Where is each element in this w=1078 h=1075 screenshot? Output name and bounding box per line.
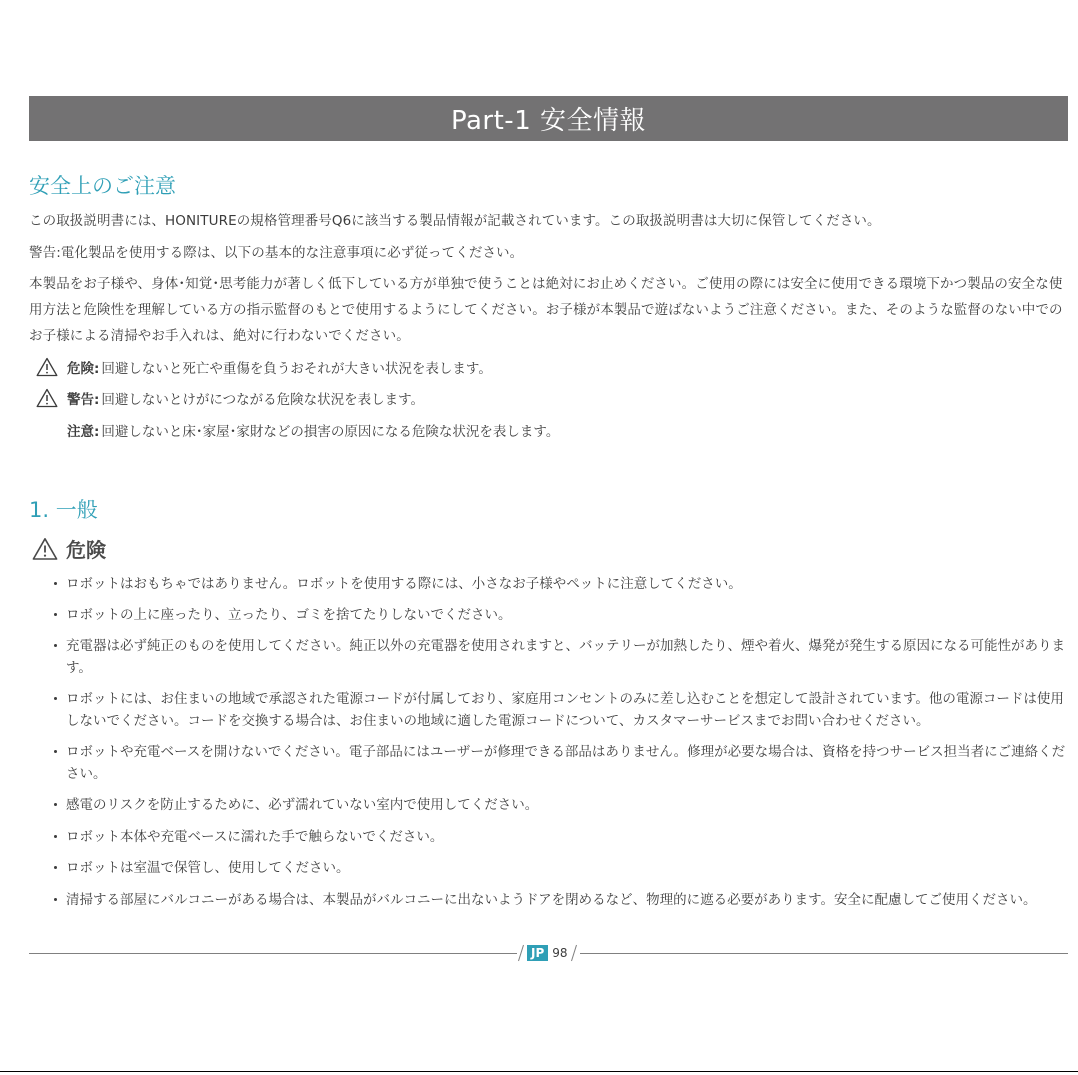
list-item-text: ロボットはおもちゃではありません。ロボットを使用する際には、小さなお子様やペットに注意してください。 xyxy=(66,576,742,592)
danger-label: 危険 xyxy=(66,538,106,562)
footer-rule-right xyxy=(580,953,1068,954)
bullet-dot xyxy=(54,835,57,838)
children-paragraph: 本製品をお子様や、身体･知覚･思考能力が著しく低下している方が単独で使うことは絶対にお止めください。ご使用の際には安全に使用できる環境下かつ製品の安全な使用方法と危険性を理解している方の指示監督のもとで使用するようにしてください。お子様が本製品で遊ばないようご注意ください。また、そのような監督のない中でのお子様による清掃やお手入れは、絶対に行わないでください。 xyxy=(29,276,1063,344)
legend-warning xyxy=(36,386,424,410)
page-number-badge xyxy=(517,944,578,962)
danger-subheading xyxy=(32,534,106,563)
list-item xyxy=(66,741,1066,785)
list-item-text: ロボットや充電ベースを開けないでください。電子部品にはユーザーが修理できる部品はありません。修理が必要な場合は、資格を持つサービス担当者にご連絡ください。 xyxy=(66,744,1066,782)
warning-triangle-icon xyxy=(36,357,58,377)
bullet-dot xyxy=(54,750,57,753)
legend-term: 注意: xyxy=(67,424,100,440)
list-item xyxy=(66,889,1066,911)
section-1-heading: 1. 一般 xyxy=(29,498,98,522)
list-item xyxy=(66,573,1066,595)
list-item xyxy=(66,604,1066,626)
list-item-text: ロボットは室温で保管し、使用してください。 xyxy=(66,860,350,876)
legend-caution xyxy=(36,418,559,442)
list-item xyxy=(66,794,1066,816)
warning-triangle-icon xyxy=(32,537,58,561)
section-banner xyxy=(29,96,1068,141)
bullet-dot xyxy=(54,697,57,700)
list-item xyxy=(66,635,1066,679)
bullet-dot xyxy=(54,898,57,901)
bullet-dot xyxy=(54,803,57,806)
bullet-dot xyxy=(54,644,57,647)
legend-text: 回避しないとけがにつながる危険な状況を表します。 xyxy=(101,392,425,408)
list-item-text: 感電のリスクを防止するために、必ず濡れていない室内で使用してください。 xyxy=(66,797,539,813)
slash-icon xyxy=(570,944,578,962)
slash-icon xyxy=(517,944,525,962)
list-item xyxy=(66,688,1066,732)
banner-title: Part-1 安全情報 xyxy=(450,106,647,136)
list-item-text: 充電器は必ず純正のものを使用してください。純正以外の充電器を使用されますと、バッテリーが加熱したり、煙や着火、爆発が発生する原因になる可能性があります。 xyxy=(66,638,1065,676)
legend-term: 警告: xyxy=(67,392,100,408)
list-item-text: 清掃する部屋にバルコニーがある場合は、本製品がバルコニーに出ないようドアを閉めるなど、物理的に遮る必要があります。安全に配慮してご使用ください。 xyxy=(66,892,1037,908)
bullet-dot xyxy=(54,582,57,585)
legend-text: 回避しないと床･家屋･家財などの損害の原因になる危険な状況を表します。 xyxy=(101,424,560,440)
list-item-text: ロボットの上に座ったり、立ったり、ゴミを捨てたりしないでください。 xyxy=(66,607,512,623)
page-number: 98 xyxy=(552,946,568,960)
bullet-dot xyxy=(54,866,57,869)
intro-paragraph: この取扱説明書には、HONITUREの規格管理番号Q6に該当する製品情報が記載されています。この取扱説明書は大切に保管してください。 xyxy=(29,213,881,229)
legend-text: 回避しないと死亡や重傷を負うおそれが大きい状況を表します。 xyxy=(101,361,492,377)
legend-danger xyxy=(36,355,492,379)
warning-paragraph: 警告:電化製品を使用する際は、以下の基本的な注意事項に必ず従ってください。 xyxy=(29,245,524,261)
list-item xyxy=(66,826,1066,848)
page-bottom-edge xyxy=(0,1071,1078,1072)
list-item xyxy=(66,857,1066,879)
bullet-dot xyxy=(54,613,57,616)
list-item-text: ロボットには、お住まいの地域で承認された電源コードが付属しており、家庭用コンセントのみに差し込むことを想定して設計されています。他の電源コードは使用しないでください。コードを交換する場合は、お住まいの地域に適した電源コードについて、カスタマーサービスまでお問い合わせください。 xyxy=(66,691,1064,729)
safety-heading: 安全上のご注意 xyxy=(29,174,176,198)
footer-rule-left xyxy=(29,953,517,954)
language-label: JP xyxy=(527,945,548,961)
list-item-text: ロボット本体や充電ベースに濡れた手で触らないでください。 xyxy=(66,829,444,845)
warning-triangle-icon xyxy=(36,388,58,408)
legend-term: 危険: xyxy=(67,361,100,377)
